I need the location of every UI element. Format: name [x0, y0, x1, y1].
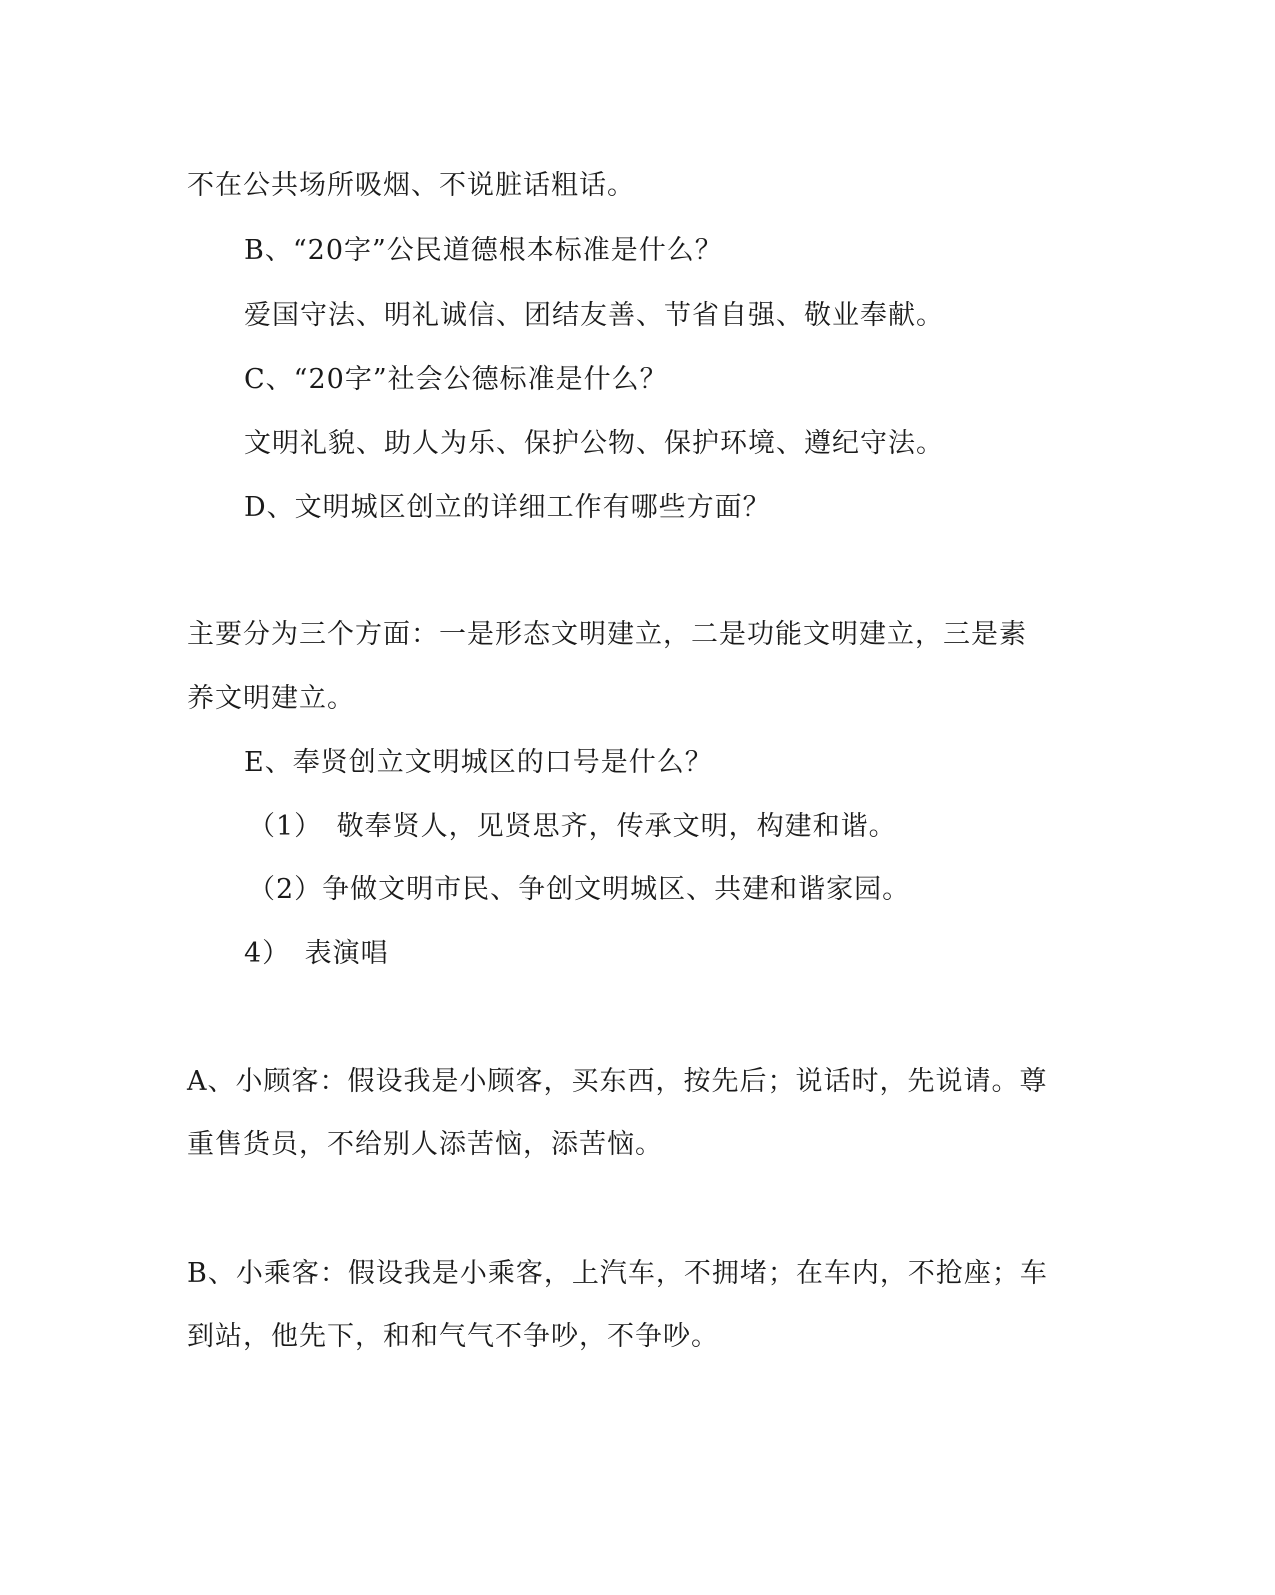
text-line-1: 不在公共场所吸烟、不说脏话粗话。	[187, 170, 635, 201]
question-c: C、“20字”社会公德标准是什么？	[244, 364, 668, 395]
answer-b: 爱国守法、明礼诚信、团结友善、节省自强、敬业奉献。	[244, 300, 944, 331]
section-heading-performance: 4） 表演唱	[244, 938, 389, 969]
answer-c: 文明礼貌、助人为乐、保护公物、保护环境、遵纪守法。	[244, 428, 944, 459]
question-b: B、“20字”公民道德根本标准是什么？	[244, 235, 723, 266]
slogan-2: （2）争做文明市民、争创文明城区、共建和谐家园。	[248, 874, 911, 905]
answer-d-line-2: 养文明建立。	[187, 683, 355, 714]
little-customer-line-2: 重售货员，不给别人添苦恼，添苦恼。	[187, 1129, 663, 1160]
little-customer-line-1: A、小顾客：假设我是小顾客，买东西，按先后；说话时，先说请。尊	[187, 1066, 1048, 1097]
question-e: E、奉贤创立文明城区的口号是什么？	[244, 747, 713, 778]
little-passenger-line-1: B、小乘客：假设我是小乘客，上汽车，不拥堵；在车内，不抢座；车	[187, 1258, 1048, 1289]
answer-d-line-1: 主要分为三个方面：一是形态文明建立，二是功能文明建立，三是素	[187, 619, 1027, 650]
question-d: D、文明城区创立的详细工作有哪些方面？	[244, 492, 771, 523]
little-passenger-line-2: 到站，他先下，和和气气不争吵，不争吵。	[187, 1321, 719, 1352]
slogan-1: （1） 敬奉贤人，见贤思齐，传承文明，构建和谐。	[248, 811, 897, 842]
